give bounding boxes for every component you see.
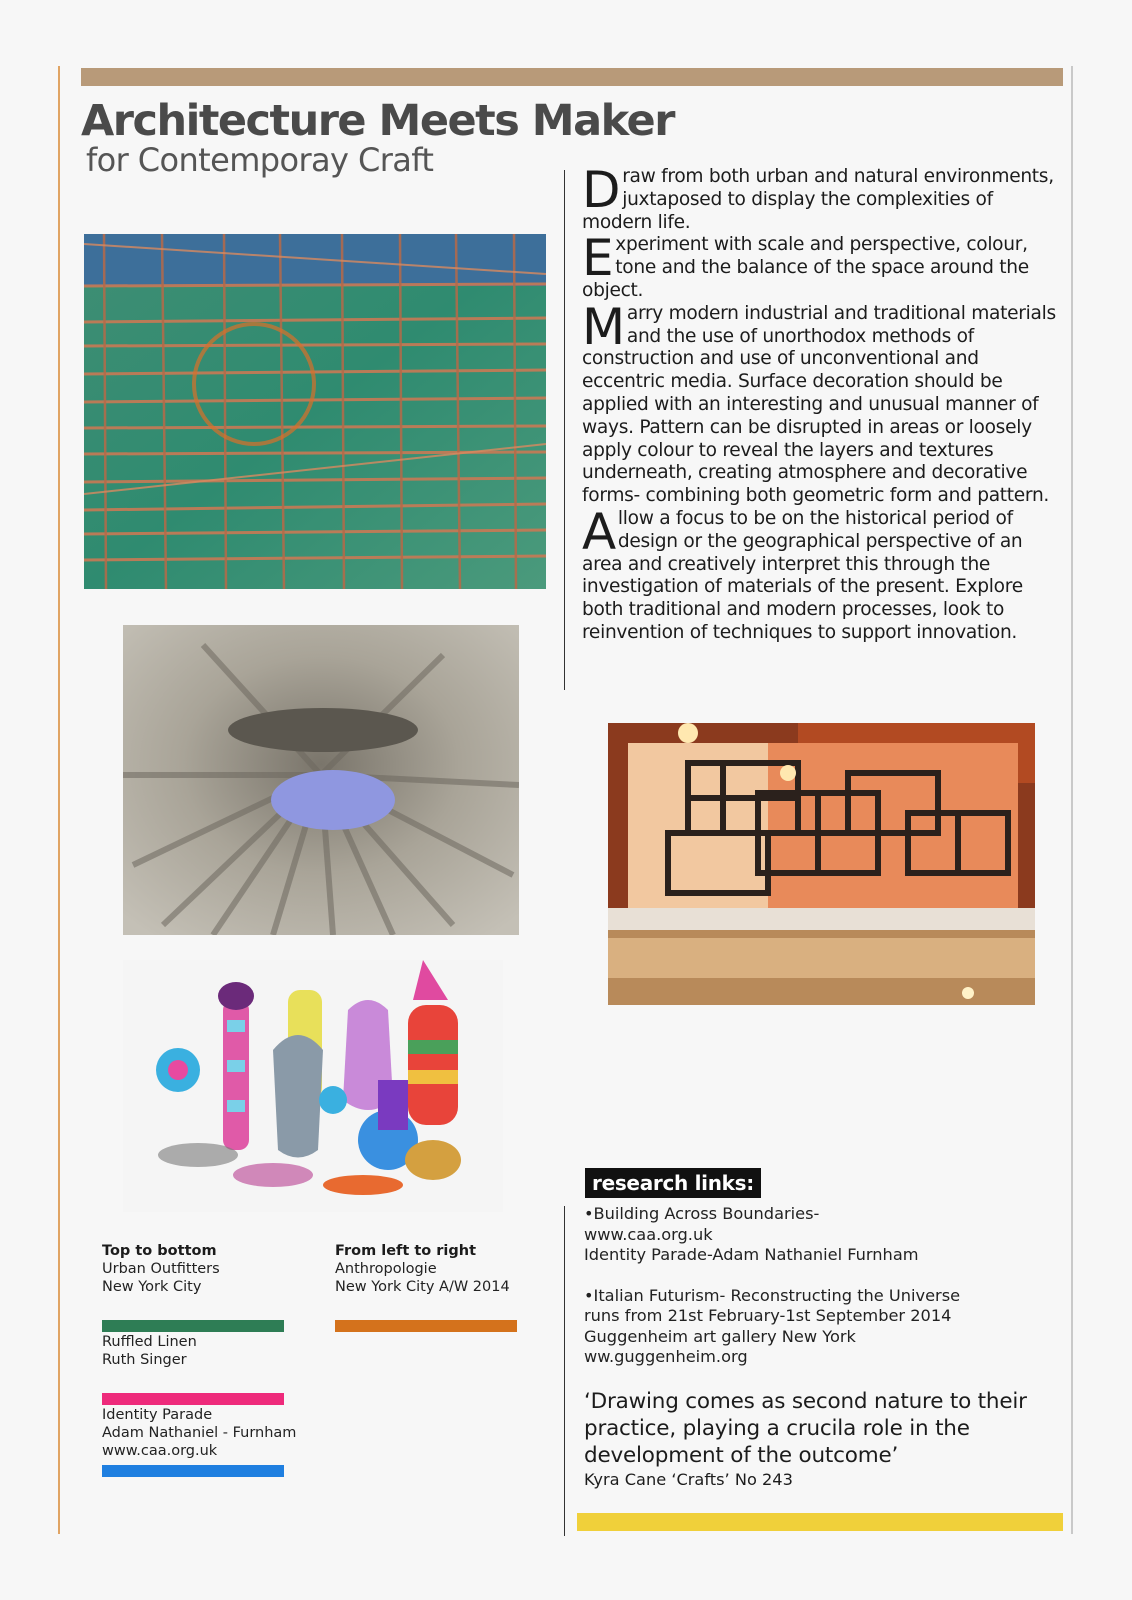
research-link[interactable]: ww.guggenheim.org (584, 1347, 748, 1366)
caption-heading: From left to right (335, 1243, 477, 1259)
pull-quote: ‘Drawing comes as second nature to their practice, playing a crucila role in the development of the outcome’ (584, 1389, 1027, 1468)
paragraph-allow: Allow a focus to be on the historical period of design or the geographical perspective of an area and creatively interpret this through the investigation of materials of the present. Explore both traditional and modern processes, look to reinvention of techniques to support innovation. (582, 502, 1023, 643)
pink-swatch (102, 1393, 284, 1405)
paragraph-marry: Marry modern industrial and traditional materials and the use of unorthodox methods of construction and use of unconventional and eccentric media. Surface decoration should be applied with an interesting and unusual manner of ways. Pattern can be disrupted in areas or loosely apply colour to reveal the layers and textures underneath, creating atmosphere and decorative forms- combining both geometric form and pattern. (582, 297, 1056, 507)
drop-cap: D (582, 161, 621, 219)
page-title: Architecture Meets Maker (81, 96, 674, 146)
research-links-list (584, 1204, 1054, 1368)
column-divider-lower (564, 1206, 565, 1536)
quote-source: Kyra Cane ‘Crafts’ No 243 (584, 1470, 793, 1489)
top-accent-bar (81, 68, 1063, 86)
page-subtitle: for Contemporay Craft (86, 141, 434, 179)
research-link[interactable]: www.caa.org.uk (584, 1224, 713, 1244)
column-divider (564, 170, 565, 690)
drop-cap: A (582, 502, 616, 561)
research-item: •Building Across Boundaries- www.caa.org.uk Identity Parade-Adam Nathaniel Furnham (584, 1204, 1054, 1266)
research-links-label: research links: (585, 1168, 761, 1198)
paragraph-draw: Draw from both urban and natural environments, juxtaposed to display the complexities of modern life. (582, 161, 1054, 233)
drop-cap: M (582, 297, 625, 356)
caption-identity-parade: Identity Parade Adam Nathaniel - Furnham www.caa.org.uk (102, 1407, 297, 1459)
blue-swatch (102, 1465, 284, 1477)
caption-heading: Top to bottom (102, 1243, 217, 1259)
orange-swatch (335, 1320, 517, 1332)
caption-left-to-right: From left to right Anthropologie New York City A/W 2014 (335, 1243, 510, 1295)
bottom-accent-bar (577, 1513, 1063, 1531)
anthropologie-facade-photo (608, 723, 1035, 1005)
identity-parade-sculptures-photo (123, 960, 503, 1212)
left-frame-line (58, 66, 60, 1534)
drop-cap: E (582, 229, 614, 288)
caption-ruffled-linen: Ruffled Linen Ruth Singer (102, 1334, 197, 1368)
caption-top-to-bottom: Top to bottom Urban Outfitters New York City (102, 1243, 220, 1295)
ruffled-linen-photo (123, 625, 519, 935)
urban-outfitters-panel-photo (84, 234, 546, 589)
green-swatch (102, 1320, 284, 1332)
article-body (582, 161, 1062, 645)
paragraph-experiment: Experiment with scale and perspective, colour, tone and the balance of the space around the object. (582, 229, 1029, 301)
research-item: •Italian Futurism- Reconstructing the Universe runs from 21st February-1st September 2014 Guggenheim art gallery New York ww.guggenheim.org (584, 1286, 1054, 1368)
right-frame-line (1071, 66, 1073, 1534)
